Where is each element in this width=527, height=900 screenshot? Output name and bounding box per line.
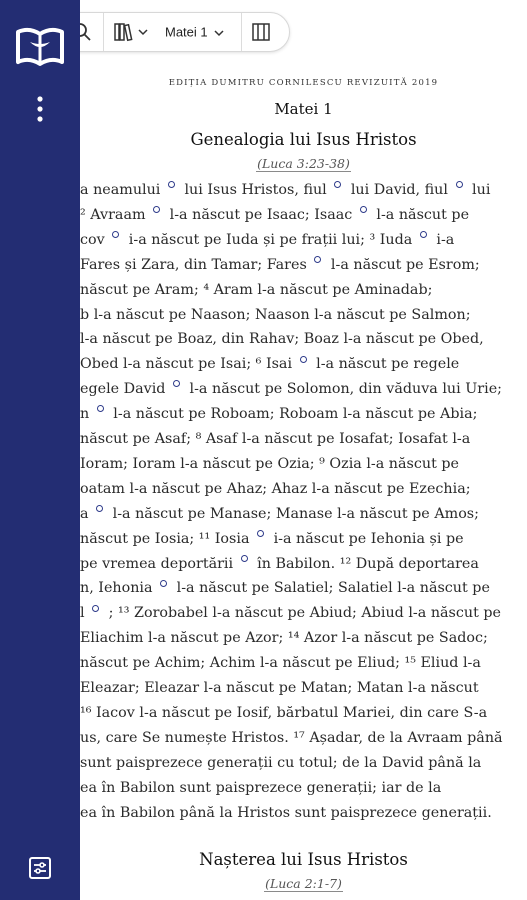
- footnote-marker-icon[interactable]: [160, 580, 167, 587]
- more-options-icon[interactable]: [34, 95, 46, 123]
- footnote-marker-icon[interactable]: [257, 530, 264, 537]
- footnote-marker-icon[interactable]: [420, 231, 427, 238]
- parallel-reference-link[interactable]: [80, 156, 527, 171]
- verse-line: născut pe Achim; Achim l-a născut pe Eliud; ¹⁵ Eliud l-a: [80, 655, 481, 672]
- parallel-reference-link[interactable]: [80, 876, 527, 891]
- verse-line: ¹⁶ Iacov l-a născut pe Iosif, bărbatul Mariei, din care S-a: [80, 704, 488, 721]
- parallel-reference-text: (Luca 3:23-38): [257, 156, 350, 171]
- toolbar-divider: [241, 13, 242, 51]
- sidebar: [0, 0, 80, 900]
- footnote-marker-icon[interactable]: [456, 181, 463, 188]
- verse-line: ea în Babilon până la Hristos sunt paisprezece generații.: [80, 804, 492, 821]
- chapter-title: Matei 1: [274, 100, 333, 118]
- footnote-marker-icon[interactable]: [97, 405, 104, 412]
- verse-line: l ; ¹³ Zorobabel l-a născut pe Abiud; Abiud l-a născut pe: [80, 605, 502, 622]
- verse-line: pe vremea deportării în Babilon. ¹² După deportarea: [80, 555, 479, 572]
- footnote-marker-icon[interactable]: [168, 181, 175, 188]
- verse-line: us, care Se numește Hristos. ¹⁷ Așadar, de la Avraam până: [80, 729, 503, 746]
- footnote-marker-icon[interactable]: [314, 256, 321, 263]
- chevron-down-icon: [213, 28, 225, 38]
- verse-line: născut pe Asaf; ⁸ Asaf l-a născut pe Iosafat; Iosafat l-a: [80, 431, 471, 447]
- open-book-logo-icon[interactable]: [15, 24, 65, 70]
- verse-line: ea în Babilon sunt paisprezece generații; iar de la: [80, 779, 442, 796]
- verse-line: a neamului lui Isus Hristos, fiul lui David, fiul lui: [80, 182, 491, 198]
- footnote-marker-icon[interactable]: [92, 605, 99, 612]
- verse-line: născut pe Aram; ⁴ Aram l-a născut pe Aminadab;: [80, 281, 433, 298]
- verse-line: Ioram; Ioram l-a născut pe Ozia; ⁹ Ozia l-a născut pe: [80, 455, 459, 472]
- footnote-marker-icon[interactable]: [153, 206, 160, 213]
- parallel-view-icon[interactable]: [251, 22, 271, 42]
- verse-line: n, Iehonia l-a născut pe Salatiel; Salatiel l-a născut pe: [80, 580, 490, 597]
- section-heading: Nașterea lui Isus Hristos: [199, 850, 408, 869]
- footnote-marker-icon[interactable]: [360, 206, 367, 213]
- book-chapter-label: Matei 1: [165, 24, 208, 40]
- verse-line: l-a născut pe Boaz, din Rahav; Boaz l-a născut pe Obed,: [80, 331, 484, 348]
- verse-line: născut pe Iosia; ¹¹ Iosia i-a născut pe Iehonia și pe: [80, 530, 464, 547]
- verse-line: Eleazar; Eleazar l-a născut pe Matan; Matan l-a născut: [80, 680, 479, 696]
- toolbar-divider: [103, 13, 104, 51]
- verse-line: egele David l-a născut pe Solomon, din văduva lui Urie;: [80, 381, 502, 398]
- footnote-marker-icon[interactable]: [96, 505, 103, 512]
- library-books-icon[interactable]: [113, 21, 153, 43]
- verse-line: a l-a născut pe Manase; Manase l-a născut pe Amos;: [80, 505, 479, 522]
- verse-line: Fares și Zara, din Tamar; Fares l-a născut pe Esrom;: [80, 256, 480, 273]
- verse-line: n l-a născut pe Roboam; Roboam l-a născut pe Abia;: [80, 406, 478, 423]
- book-chapter-selector[interactable]: [165, 13, 225, 51]
- verse-line: oatam l-a născut pe Ahaz; Ahaz l-a născut pe Ezechia;: [80, 480, 471, 497]
- footnote-marker-icon[interactable]: [173, 380, 180, 387]
- edition-title: EDIȚIA DUMITRU CORNILESCU REVIZUITĂ 2019: [168, 78, 439, 88]
- footnote-marker-icon[interactable]: [241, 555, 248, 562]
- footnote-marker-icon[interactable]: [112, 231, 119, 238]
- section-heading: Genealogia lui Isus Hristos: [190, 130, 417, 149]
- verse-line: Obed l-a născut pe Isai; ⁶ Isai l-a născut pe regele: [80, 356, 460, 373]
- verse-line: sunt paisprezece generații cu totul; de la David până la: [80, 754, 482, 771]
- display-settings-icon[interactable]: [28, 856, 52, 880]
- parallel-reference-text: (Luca 2:1-7): [265, 876, 342, 891]
- footnote-marker-icon[interactable]: [334, 181, 341, 188]
- verse-line: cov i-a născut pe Iuda și pe frații lui; ³ Iuda i-a: [80, 231, 455, 248]
- verse-line: Eliachim l-a născut pe Azor; ¹⁴ Azor l-a născut pe Sadoc;: [80, 630, 488, 647]
- verse-line: b l-a născut pe Naason; Naason l-a născut pe Salmon;: [80, 306, 471, 323]
- verse-line: ² Avraam l-a născut pe Isaac; Isaac l-a născut pe: [80, 206, 470, 223]
- footnote-marker-icon[interactable]: [300, 356, 307, 363]
